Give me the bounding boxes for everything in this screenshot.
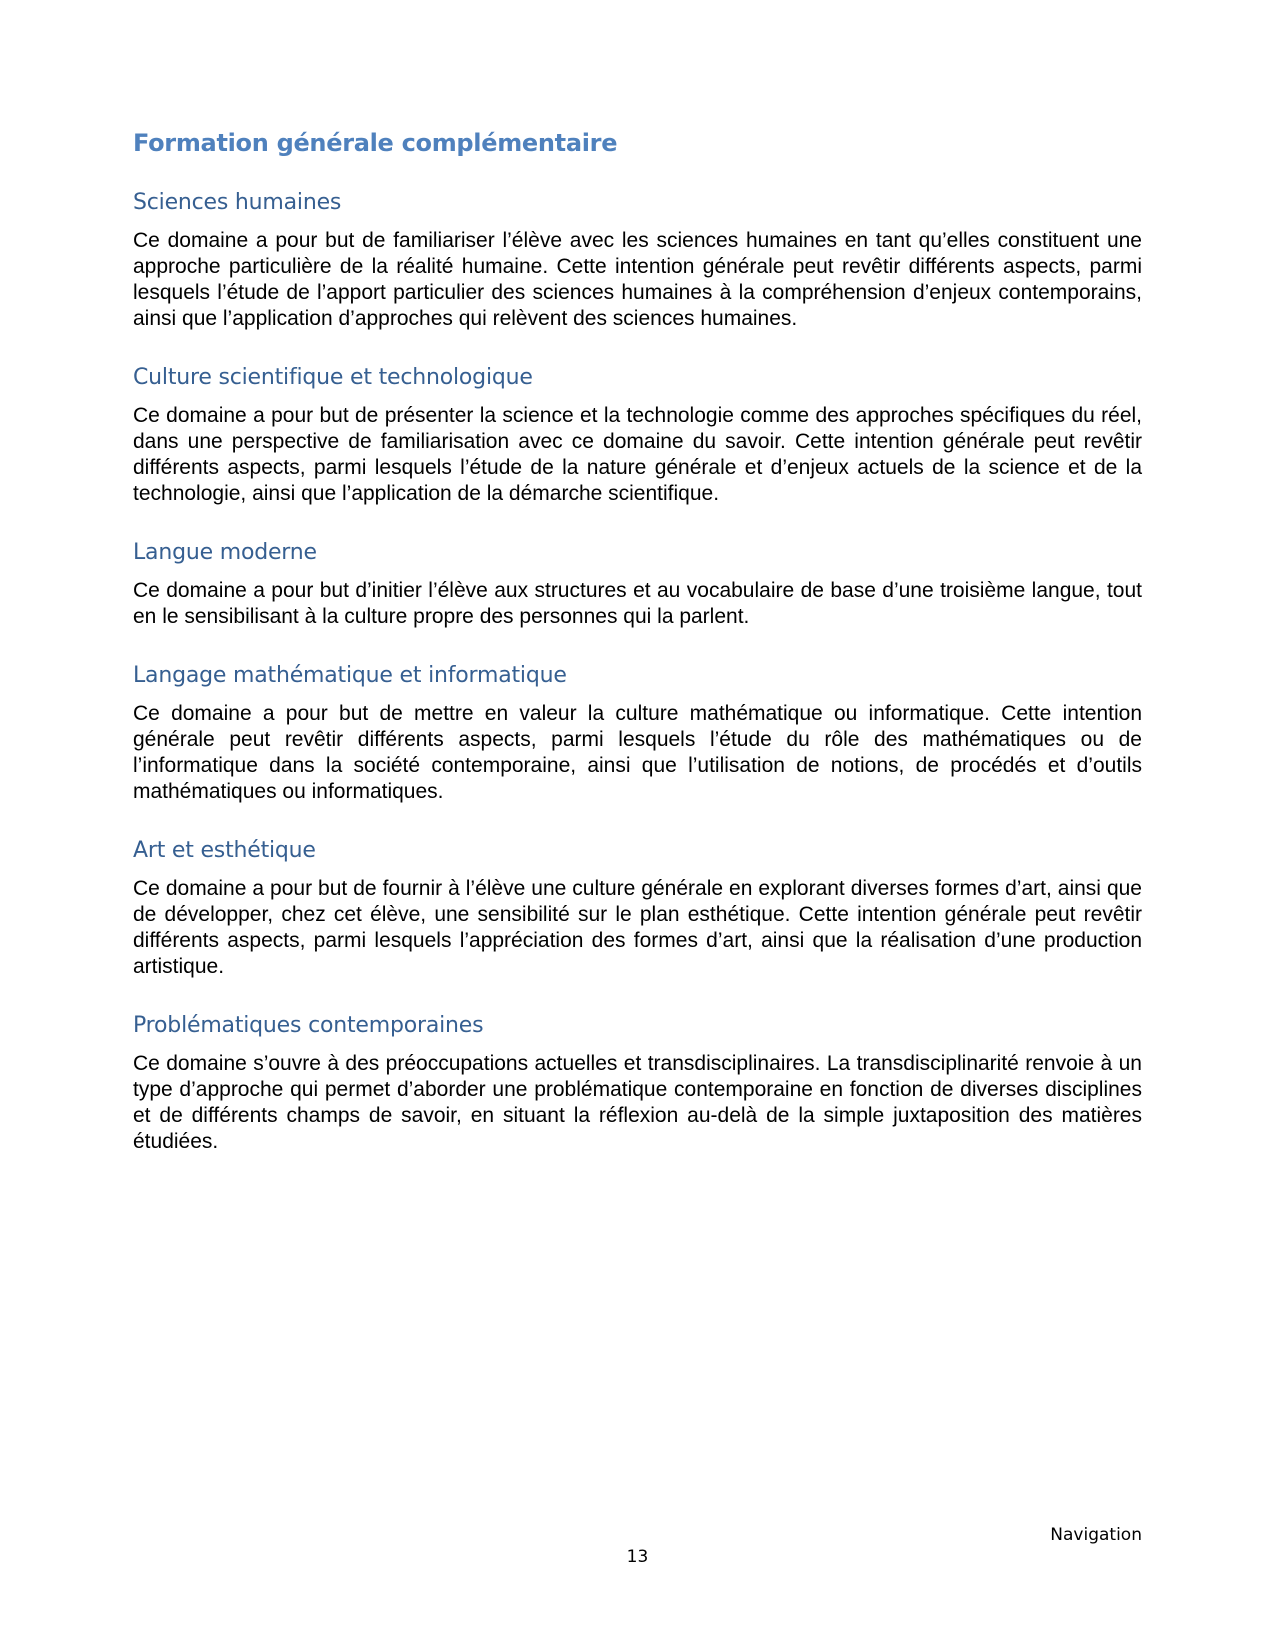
section-paragraph: Ce domaine a pour but de mettre en valeur la culture mathématique ou informatique. Cette intention générale peut revêtir différents aspects, parmi lesquels l’étude du rôle des mathématiques ou de l’informatique dans la société contemporaine, ainsi que l’utilisation de notions, de procédés et d’outils mathématiques ou informatiques. bbox=[133, 702, 1142, 803]
section-heading: Langage mathématique et informatique bbox=[133, 663, 567, 688]
section-heading: Problématiques contemporaines bbox=[133, 1013, 484, 1038]
section-culture-scientifique bbox=[133, 363, 1142, 507]
page-number: 13 bbox=[626, 1547, 649, 1567]
section-heading: Langue moderne bbox=[133, 540, 317, 565]
section-paragraph: Ce domaine a pour but de familiariser l’élève avec les sciences humaines en tant qu’elles constituent une approche particulière de la réalité humaine. Cette intention générale peut revêtir différents aspects, parmi lesquels l’étude de l’apport particulier des sciences humaines à la compréhension d’enjeux contemporains, ainsi que l’application d’approches qui relèvent des sciences humaines. bbox=[133, 229, 1142, 330]
section-heading: Sciences humaines bbox=[133, 190, 342, 215]
section-paragraph: Ce domaine a pour but de fournir à l’élève une culture générale en explorant diverses formes d’art, ainsi que de développer, chez cet élève, une sensibilité sur le plan esthétique. Cette intention générale peut revêtir différents aspects, parmi lesquels l’appréciation des formes d’art, ainsi que la réalisation d’une production artistique. bbox=[133, 877, 1142, 978]
section-paragraph: Ce domaine s’ouvre à des préoccupations actuelles et transdisciplinaires. La transdisciplinarité renvoie à un type d’approche qui permet d’aborder une problématique contemporaine en fonction de diverses disciplines et de différents champs de savoir, en situant la réflexion au-delà de la simple juxtaposition des matières étudiées. bbox=[133, 1052, 1142, 1153]
page-content bbox=[133, 128, 1142, 1186]
section-langue-moderne bbox=[133, 538, 1142, 630]
section-paragraph: Ce domaine a pour but d’initier l’élève aux structures et au vocabulaire de base d’une troisième langue, tout en le sensibilisant à la culture propre des personnes qui la parlent. bbox=[133, 579, 1142, 628]
section-art-esthetique bbox=[133, 836, 1142, 980]
section-heading: Culture scientifique et technologique bbox=[133, 365, 533, 390]
section-langage-mathematique bbox=[133, 661, 1142, 805]
navigation-link[interactable]: Navigation bbox=[1050, 1525, 1142, 1545]
section-paragraph: Ce domaine a pour but de présenter la science et la technologie comme des approches spécifiques du réel, dans une perspective de familiarisation avec ce domaine du savoir. Cette intention générale peut revêtir différents aspects, parmi lesquels l’étude de la nature générale et d’enjeux actuels de la science et de la technologie, ainsi que l’application de la démarche scientifique. bbox=[133, 404, 1142, 505]
page-title: Formation générale complémentaire bbox=[133, 129, 618, 157]
section-problematiques-contemporaines bbox=[133, 1011, 1142, 1155]
section-heading: Art et esthétique bbox=[133, 838, 316, 863]
section-sciences-humaines bbox=[133, 188, 1142, 332]
